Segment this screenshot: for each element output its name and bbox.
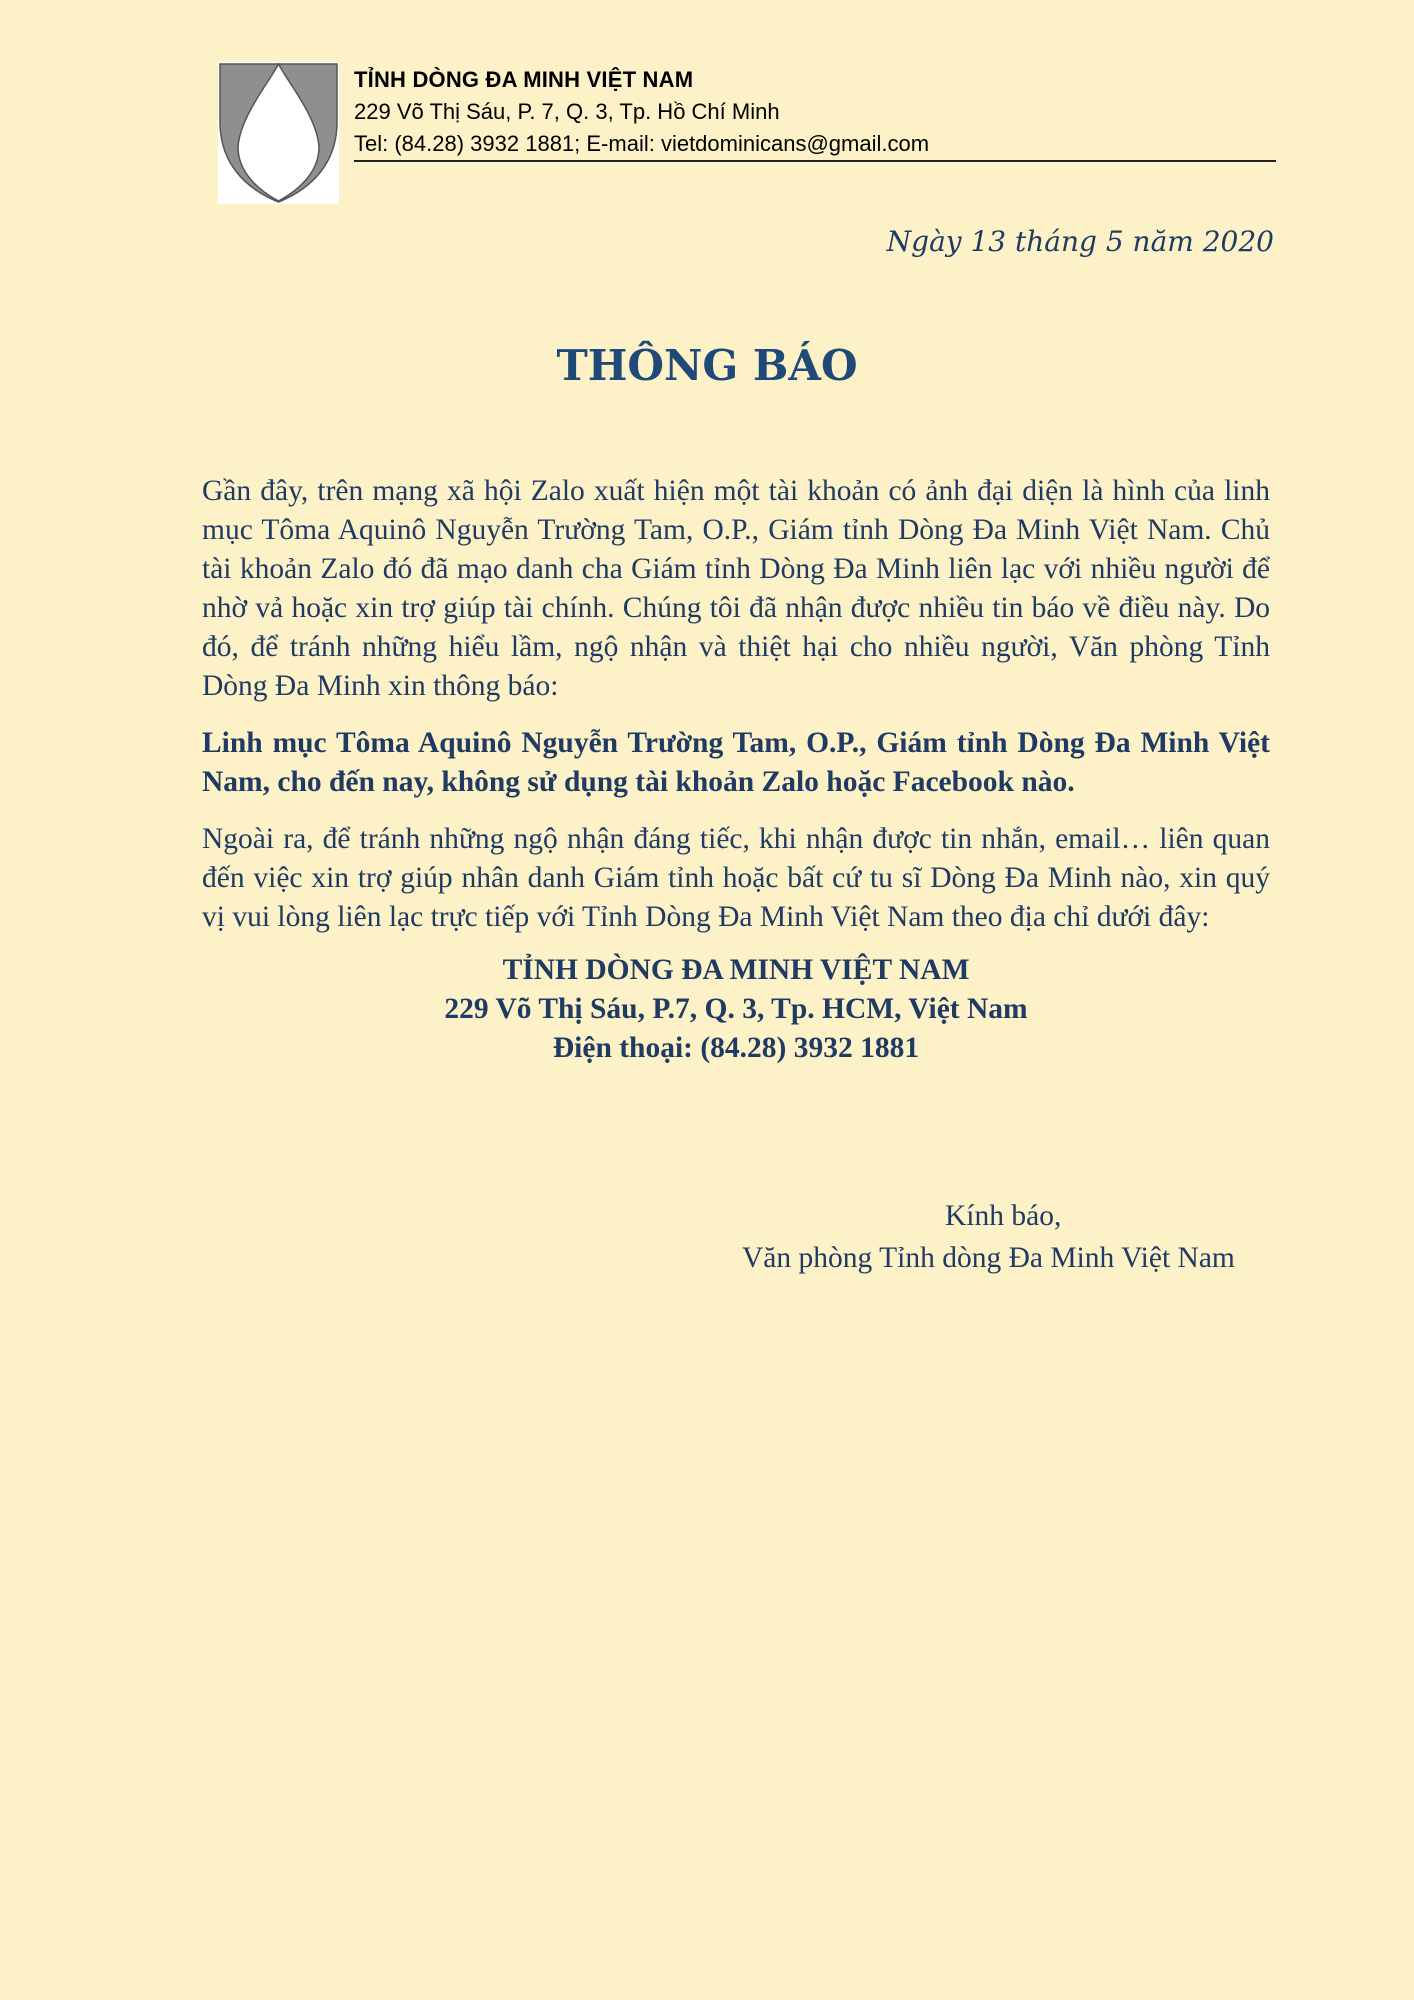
- signature-signer: Văn phòng Tỉnh dòng Đa Minh Việt Nam: [742, 1242, 1235, 1274]
- letterhead-org-name: TỈNH DÒNG ĐA MINH VIỆT NAM: [354, 67, 694, 92]
- document-title: THÔNG BÁO: [556, 341, 858, 390]
- letterhead-divider: [354, 160, 1276, 162]
- dominican-shield-logo-icon: [218, 62, 339, 204]
- document-date: Ngày 13 tháng 5 năm 2020: [886, 225, 1274, 258]
- contact-name: TỈNH DÒNG ĐA MINH VIỆT NAM: [502, 954, 970, 986]
- contact-address: 229 Võ Thị Sáu, P.7, Q. 3, Tp. HCM, Việt Nam: [444, 993, 1028, 1025]
- signature-block: [742, 1195, 1282, 1279]
- body-paragraph-1: Gần đây, trên mạng xã hội Zalo xuất hiện một tài khoản có ảnh đại diện là hình của linh mục Tôma Aquinô Nguyễn Trường Tam, O.P., Giám tỉnh Dòng Đa Minh Việt Nam. Chủ tài khoản Zalo đó đã mạo danh cha Giám tỉnh Dòng Đa Minh liên lạc với nhiều người để nhờ vả hoặc xin trợ giúp tài chính. Chúng tôi đã nhận được nhiều tin báo về điều này. Do đó, để tránh những hiểu lầm, ngộ nhận và thiệt hại cho nhiều người, Văn phòng Tỉnh Dòng Đa Minh xin thông báo:: [202, 475, 1270, 702]
- contact-block: [202, 951, 1270, 1068]
- body-paragraph-2: Ngoài ra, để tránh những ngộ nhận đáng tiếc, khi nhận được tin nhắn, email… liên quan đến việc xin trợ giúp nhân danh Giám tỉnh hoặc bất cứ tu sĩ Dòng Đa Minh nào, xin quý vị vui lòng liên lạc trực tiếp với Tỉnh Dòng Đa Minh Việt Nam theo địa chỉ dưới đây:: [202, 823, 1270, 933]
- letterhead: [354, 64, 1274, 160]
- signature-greeting: Kính báo,: [945, 1200, 1062, 1232]
- letterhead-address: 229 Võ Thị Sáu, P. 7, Q. 3, Tp. Hồ Chí Minh: [354, 99, 780, 124]
- body-paragraph-emphasis: Linh mục Tôma Aquinô Nguyễn Trường Tam, O.P., Giám tỉnh Dòng Đa Minh Việt Nam, cho đến nay, không sử dụng tài khoản Zalo hoặc Facebook nào.: [202, 727, 1270, 798]
- letterhead-contact: Tel: (84.28) 3932 1881; E-mail: vietdominicans@gmail.com: [354, 131, 930, 156]
- document-body: [202, 472, 1270, 1068]
- contact-phone: Điện thoại: (84.28) 3932 1881: [552, 1032, 920, 1064]
